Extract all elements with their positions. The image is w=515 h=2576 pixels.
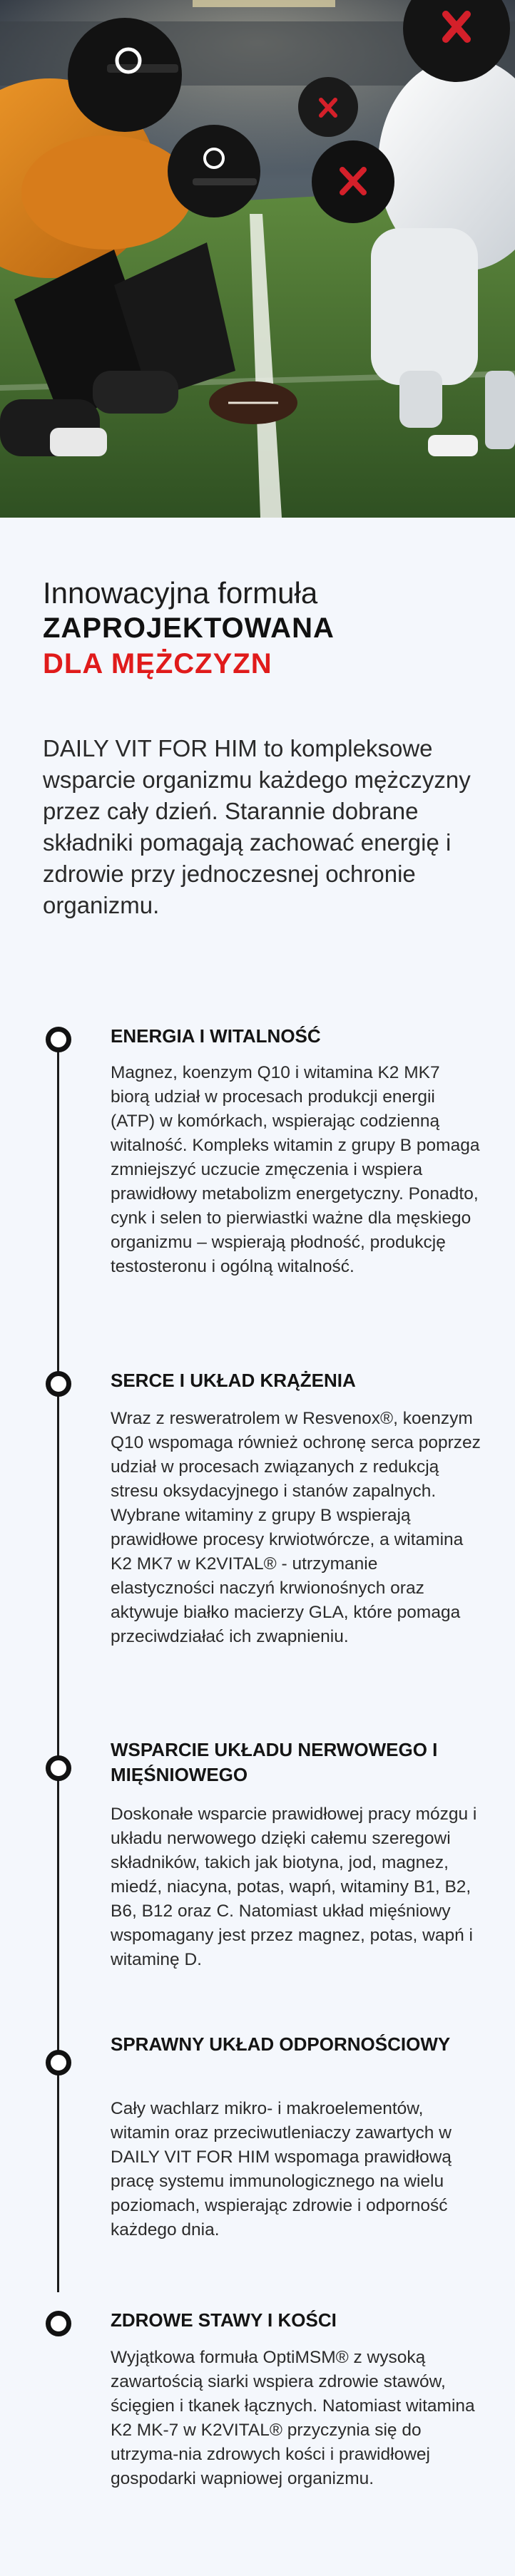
football-scene bbox=[0, 0, 515, 518]
timeline-line bbox=[57, 1045, 59, 2292]
section-body-nervous: Doskonałe wsparcie prawidłowej pracy mózgu i układu nerwowego dzięki całemu szeregowi składników, takich jak biotyna, jod, magnez, miedź, niacyna, potas, wapń, witaminy B1, B2, B6, B12 oraz C. Natomiast układ mięśniowy wspomagany jest przez magnez, potas, wapń i witaminę D. bbox=[111, 1805, 477, 1969]
section-body-immune: Cały wachlarz mikro- i makroelementów, witamin oraz przeciwutleniaczy zawartych w DAILY VIT FOR HIM wspomaga prawidłową pracę systemu immunologicznego na wielu poziomach, wspierając zdrowie i odporność każdego dnia. bbox=[111, 2099, 452, 2239]
section-body-heart: Wraz z resweratrolem w Resvenox®, koenzym Q10 wspomaga również ochronę serca poprzez udział w procesach związanych z redukcją stresu oksydacyjnego i stanów zapalnych. Wybrane witaminy z grupy B wspierają prawidłowe procesy krwiotwórcze, a witamina K2 MK7 w K2VITAL® - utrzymanie elastyczności naczyń krwionośnych oraz aktywuje białko macierzy GLA, które pomaga przeciwdziałać ich zwapnieniu. bbox=[111, 1409, 481, 1646]
section-title-nervous: WSPARCIE UKŁADU NERWOWEGO I MIĘŚNIOWEGO bbox=[111, 1739, 438, 1785]
intro-description: DAILY VIT FOR HIM to kompleksowe wsparcie organizmu każdego mężczyzny przez cały dzień. Starannie dobrane składniki pomagają zachować energię i zdrowie przy jednoczesnej ochronie organizmu. bbox=[43, 735, 471, 918]
section-body-joints: Wyjątkowa formuła OptiMSM® z wysoką zawartością siarki wspiera zdrowie stawów, ścięgien i tkanek łącznych. Natomiast witamina K2 MK-7 w K2VITAL® przyczynia się do utrzyma-nia zdrowych kości i prawidłowej gospodarki wapniowej organizmu. bbox=[111, 2348, 475, 2488]
section-title-joints: ZDROWE STAWY I KOŚCI bbox=[111, 2309, 337, 2331]
headline-light: Innowacyjna formuła bbox=[43, 576, 318, 610]
section-title-energy: ENERGIA I WITALNOŚĆ bbox=[111, 1025, 321, 1047]
section-title-heart: SERCE I UKŁAD KRĄŻENIA bbox=[111, 1370, 356, 1391]
headline-bold: ZAPROJEKTOWANA bbox=[43, 612, 335, 644]
timeline-dot bbox=[46, 2311, 71, 2336]
timeline-dot bbox=[46, 1371, 71, 1397]
section-body-energy: Magnez, koenzym Q10 i witamina K2 MK7 biorą udział w procesach produkcji energii (ATP) w komórkach, wspierając codzienną witalność. Kompleks witamin z grupy B pomaga zmniejszyć uczucie zmęczenia i wspiera prawidłowy metabolizm energetyczny. Ponadto, cynk i selen to pierwiastki ważne dla męskiego organizmu – wspierają płodność, produkcję testosteronu i ogólną witalność. bbox=[111, 1063, 480, 1276]
timeline-dot bbox=[46, 2050, 71, 2075]
timeline-dot bbox=[46, 1755, 71, 1781]
intro-heading bbox=[43, 576, 485, 682]
timeline-dot bbox=[46, 1027, 71, 1052]
headline-red: DLA MĘŻCZYZN bbox=[43, 648, 272, 679]
hero-image bbox=[0, 0, 515, 518]
section-title-immune: SPRAWNY UKŁAD ODPORNOŚCIOWY bbox=[111, 2033, 451, 2055]
